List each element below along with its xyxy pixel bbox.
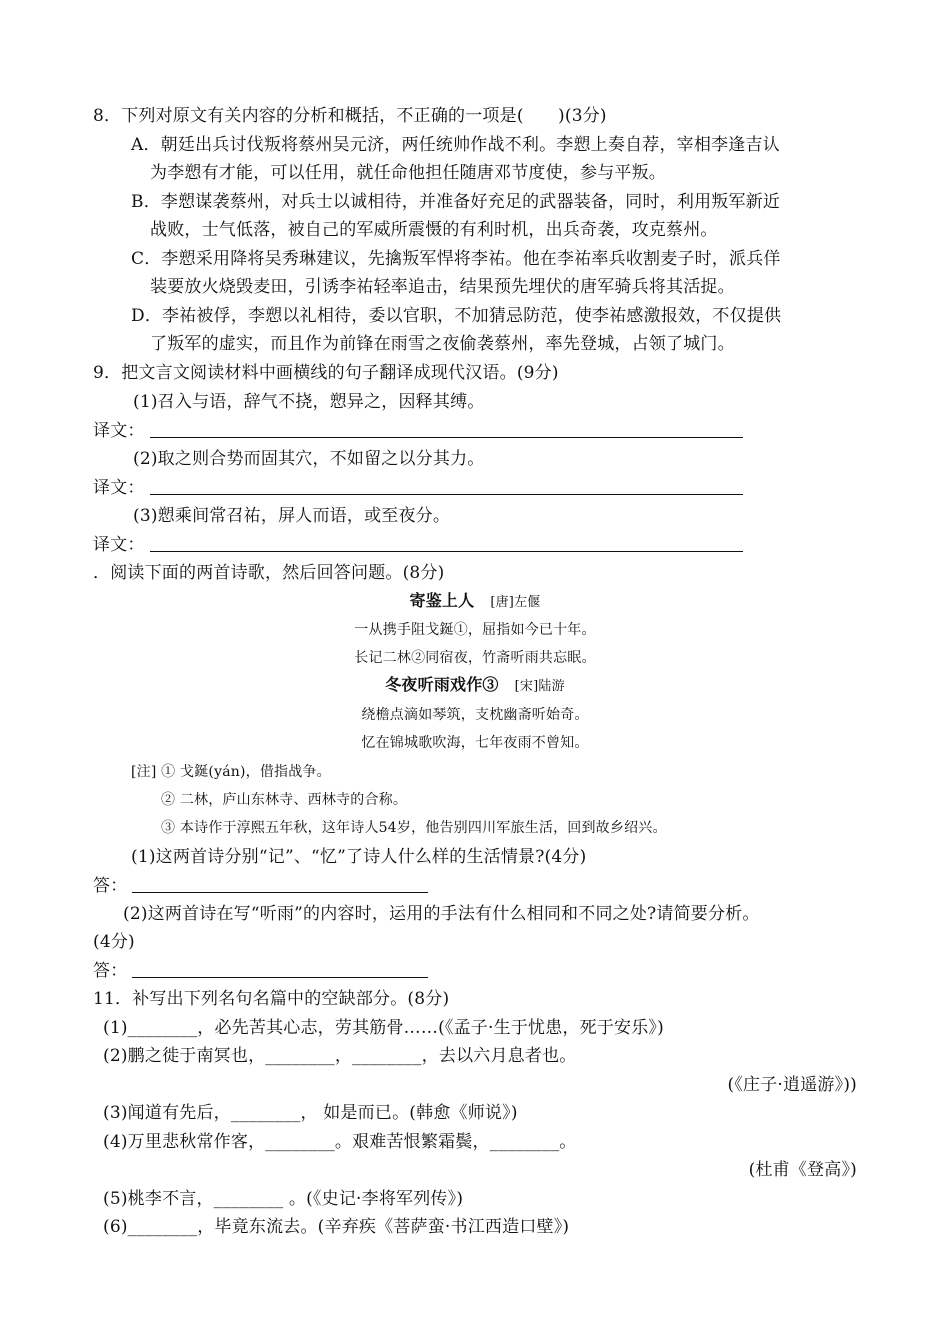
q10-answer-label-1: 答： [93, 876, 128, 896]
q11-item-2: (2)鹏之徙于南冥也，________，________，去以六月息者也。 [103, 1046, 577, 1066]
q11-item-6: (6)________，毕竟东流去。(辛弃疾《菩萨蛮·书江西造口壁》) [103, 1217, 570, 1237]
q10-sub-question-2: (2)这两首诗在写“听雨”的内容时，运用的手法有什么相同和不同之处?请简要分析。 [123, 904, 760, 924]
poem1-title: 寄鉴上人 [409, 591, 475, 610]
q9-answer-line-1[interactable] [150, 437, 743, 438]
q10-answer-line-1[interactable] [132, 892, 428, 893]
q9-answer-label-1: 译文： [93, 421, 145, 441]
poem-note-3: ③ 本诗作于淳熙五年秋，这年诗人54岁，他告别四川军旅生活，回到故乡绍兴。 [161, 820, 667, 836]
q11-item-1: (1)________，必先苦其心志，劳其筋骨……(《孟子·生于忧患，死于安乐》) [103, 1018, 664, 1038]
q8-stem: 8．下列对原文有关内容的分析和概括，不正确的一项是( )(3分) [93, 106, 607, 126]
poem-note-2: ② 二林，庐山东林寺、西林寺的合称。 [161, 792, 408, 808]
poem1-heading [0, 590, 950, 614]
q8-option-a-line2: 为李愬有才能，可以任用，就任命他担任随唐邓节度使，参与平叛。 [150, 163, 666, 183]
poem2-line-2: 忆在锦城歌吹海，七年夜雨不曾知。 [361, 735, 589, 751]
q11-stem: 11．补写出下列名句名篇中的空缺部分。(8分) [93, 989, 450, 1009]
poem2-line-1: 绕檐点滴如琴筑，支枕幽斋听始奇。 [361, 707, 589, 723]
q10-answer-line-2[interactable] [132, 977, 428, 978]
q8-option-c-line2: 装要放火烧毁麦田，引诱李祐轻率追击，结果预先埋伏的唐军骑兵将其活捉。 [150, 277, 735, 297]
poem1-line-1: 一从携手阻戈鋋①，屈指如今已十年。 [354, 622, 596, 638]
poem2-heading [0, 674, 950, 698]
poem1-author: [唐]左偃 [490, 595, 541, 610]
poem1-line-2: 长记二林②同宿夜，竹斋听雨共忘眠。 [354, 650, 596, 666]
q8-option-d-line2: 了叛军的虚实，而且作为前锋在雨雪之夜偷袭蔡州，率先登城，占领了城门。 [150, 334, 735, 354]
q10-sub-question-2-score: (4分) [93, 932, 135, 952]
q10-answer-label-2: 答： [93, 961, 128, 981]
q8-option-a-line1: A．朝廷出兵讨伐叛将蔡州吴元济，两任统帅作战不利。李愬上奏自荐，宰相李逢吉认 [131, 135, 780, 155]
q11-item-3: (3)闻道有先后，________， 如是而已。(韩愈《师说》) [103, 1103, 518, 1123]
q9-sentence-1: (1)召入与语，辞气不挠，愬异之，因释其缚。 [133, 392, 485, 412]
q11-item-4: (4)万里悲秋常作客，________。艰难苦恨繁霜鬓，________。 [103, 1132, 577, 1152]
q10-sub-question-1: (1)这两首诗分别“记”、“忆”了诗人什么样的生活情景?(4分) [131, 847, 587, 867]
poem2-author: [宋]陆游 [514, 679, 565, 694]
q11-item-2-source: (《庄子·逍遥游》)) [727, 1075, 857, 1095]
q10-stem: ．阅读下面的两首诗歌，然后回答问题。(8分) [93, 563, 445, 583]
q8-option-b-line1: B．李愬谋袭蔡州，对兵士以诚相待，并准备好充足的武器装备，同时，利用叛军新近 [131, 192, 781, 212]
poem2-title: 冬夜听雨戏作③ [385, 675, 499, 694]
q8-option-b-line2: 战败，士气低落，被自己的军威所震慑的有利时机，出兵奇袭，攻克蔡州。 [150, 220, 718, 240]
q9-answer-label-3: 译文： [93, 535, 145, 555]
q9-answer-label-2: 译文： [93, 478, 145, 498]
q9-answer-line-2[interactable] [150, 494, 743, 495]
poem-note-1: [注] ① 戈鋋(yán)，借指战争。 [131, 764, 331, 780]
q9-sentence-3: (3)愬乘间常召祐，屏人而语，或至夜分。 [133, 506, 451, 526]
q11-item-5: (5)桃李不言，________ 。(《史记·李将军列传》) [103, 1189, 464, 1209]
q11-item-4-source: (杜甫《登高》) [748, 1160, 857, 1180]
q9-sentence-2: (2)取之则合势而固其穴，不如留之以分其力。 [133, 449, 485, 469]
q9-stem: 9．把文言文阅读材料中画横线的句子翻译成现代汉语。(9分) [93, 363, 559, 383]
q8-option-d-line1: D．李祐被俘，李愬以礼相待，委以官职，不加猜忌防范，使李祐感激报效，不仅提供 [131, 306, 782, 326]
q8-option-c-line1: C．李愬采用降将吴秀琳建议，先擒叛军悍将李祐。他在李祐率兵收割麦子时，派兵佯 [131, 249, 781, 269]
q9-answer-line-3[interactable] [150, 551, 743, 552]
